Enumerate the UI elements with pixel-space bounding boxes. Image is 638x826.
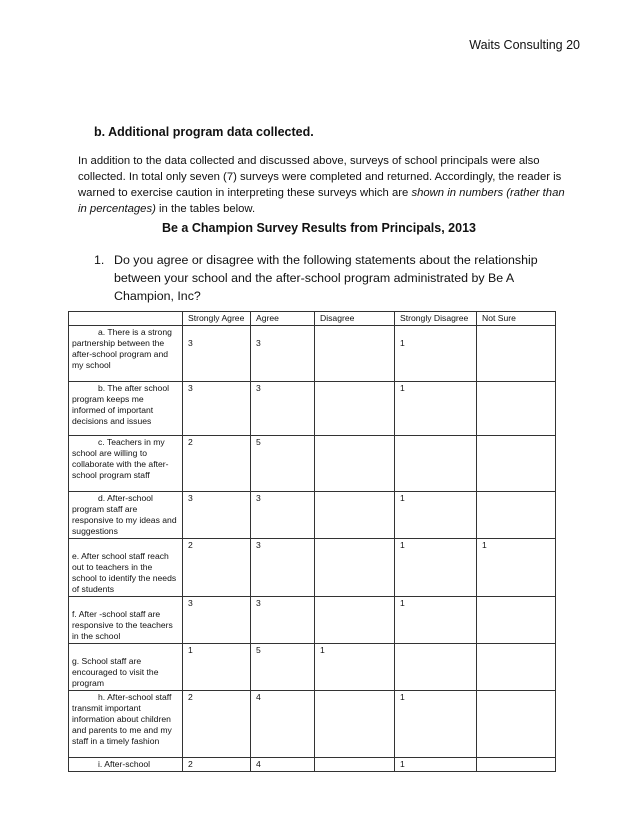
table-row [69,644,556,691]
row-label: a. There is a strong partnership between the after-school program and my school [69,326,183,382]
cell-disagree [315,436,395,492]
cell-strongly-agree: 2 [183,691,251,758]
cell-strongly-disagree [395,436,477,492]
header-cell: Not Sure [477,312,556,326]
cell-disagree [315,539,395,597]
cell-agree: 3 [251,492,315,539]
header-cell: Strongly Disagree [395,312,477,326]
cell-not-sure [477,644,556,691]
cell-not-sure [477,758,556,772]
cell-not-sure [477,492,556,539]
cell-agree: 3 [251,382,315,436]
cell-agree: 5 [251,644,315,691]
cell-agree: 3 [251,539,315,597]
row-label: i. After-school [69,758,183,772]
cell-strongly-disagree: 1 [395,758,477,772]
question-number: 1. [94,253,105,267]
cell-strongly-disagree: 1 [395,326,477,382]
table-row [69,691,556,758]
header-cell: Disagree [315,312,395,326]
cell-strongly-agree: 1 [183,644,251,691]
header-cell: Agree [251,312,315,326]
cell-disagree [315,382,395,436]
cell-not-sure [477,597,556,644]
page-header: Waits Consulting 20 [469,38,580,52]
cell-not-sure [477,691,556,758]
row-label: d. After-school program staff are responsive to my ideas and suggestions [69,492,183,539]
table-row [69,436,556,492]
row-label: g. School staff are encouraged to visit the program [69,644,183,691]
table-row [69,382,556,436]
intro-italic: shown in numbers (rather than in percentages) [78,187,565,215]
section-heading: b. Additional program data collected. [94,125,314,139]
survey-results-table [68,311,556,772]
row-label: f. After -school staff are responsive to the teachers in the school [69,597,183,644]
cell-not-sure [477,436,556,492]
cell-strongly-agree: 3 [183,597,251,644]
cell-disagree: 1 [315,644,395,691]
header-cell: Strongly Agree [183,312,251,326]
table-row [69,539,556,597]
intro-text-2: in the tables below. [155,203,256,215]
cell-not-sure [477,382,556,436]
table-row [69,326,556,382]
cell-strongly-agree: 2 [183,758,251,772]
cell-disagree [315,691,395,758]
cell-not-sure: 1 [477,539,556,597]
row-label: b. The after school program keeps me informed of important decisions and issues [69,382,183,436]
cell-agree: 3 [251,326,315,382]
table-row [69,492,556,539]
cell-not-sure [477,326,556,382]
cell-strongly-disagree: 1 [395,597,477,644]
row-label: e. After school staff reach out to teachers in the school to identify the needs of students [69,539,183,597]
question-1 [94,251,554,305]
question-text: Do you agree or disagree with the following statements about the relationship between your school and the after-school program administrated by Be A Champion, Inc? [114,253,538,303]
cell-agree: 4 [251,758,315,772]
cell-strongly-disagree [395,644,477,691]
cell-disagree [315,758,395,772]
header-cell [69,312,183,326]
table-row [69,597,556,644]
table-header-row [69,312,556,326]
cell-disagree [315,326,395,382]
cell-strongly-disagree: 1 [395,539,477,597]
cell-agree: 3 [251,597,315,644]
cell-agree: 5 [251,436,315,492]
cell-strongly-agree: 3 [183,492,251,539]
row-label: h. After-school staff transmit important information about children and parents to me and my staff in a timely fashion [69,691,183,758]
cell-disagree [315,597,395,644]
cell-strongly-disagree: 1 [395,382,477,436]
cell-strongly-agree: 2 [183,436,251,492]
survey-title: Be a Champion Survey Results from Principals, 2013 [161,221,476,235]
cell-strongly-agree: 3 [183,326,251,382]
cell-strongly-agree: 2 [183,539,251,597]
table-row [69,758,556,772]
cell-strongly-disagree: 1 [395,492,477,539]
cell-strongly-disagree: 1 [395,691,477,758]
intro-paragraph [78,153,568,217]
cell-agree: 4 [251,691,315,758]
cell-strongly-agree: 3 [183,382,251,436]
intro-text-1: In addition to the data collected and discussed above, surveys of school principals were also collected. In total only seven (7) surveys were completed and returned. Accordingly, the reader is warned to exercise caution in interpreting these surveys which are [78,155,562,199]
cell-disagree [315,492,395,539]
row-label: c. Teachers in my school are willing to collaborate with the after-school program staff [69,436,183,492]
